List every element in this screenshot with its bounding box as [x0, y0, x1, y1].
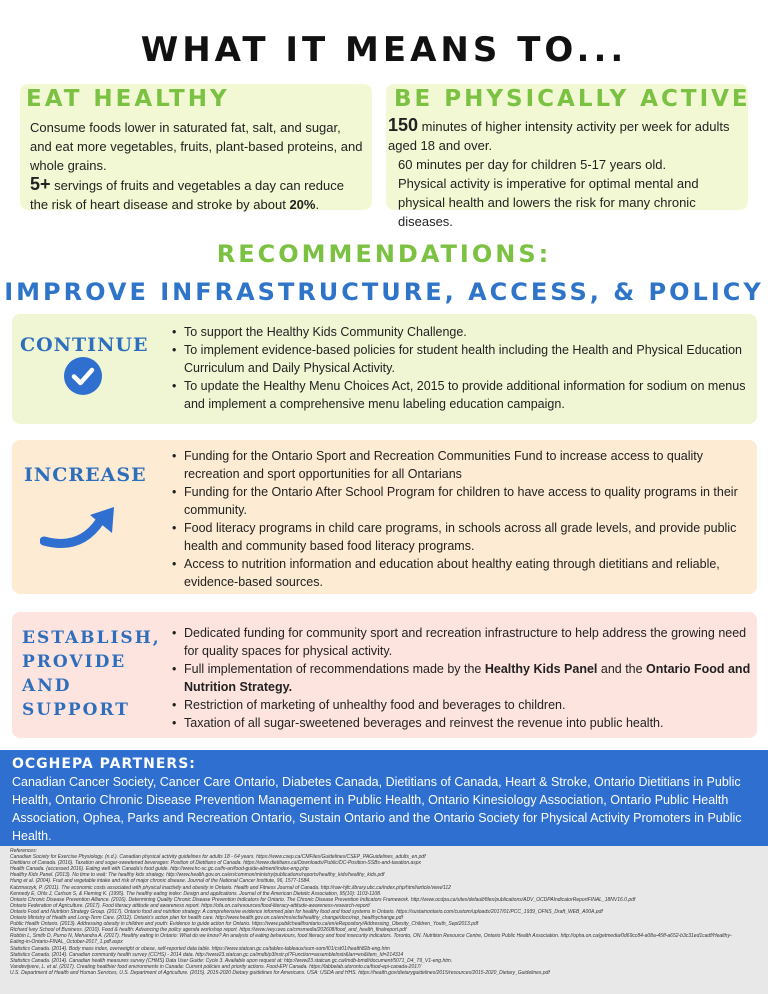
- partners-text: Canadian Cancer Society, Cancer Care Ontario, Diabetes Canada, Dietitians of Canada, Heart & Stroke, Ontario Dietitians in Public Health, Ontario Chronic Disease Prevention Management in Public Health, Ontario Kinesiology Association, Ontario Public Health Association, Ophea, Parks and Recreation Ontario, Sustain Ontario and the Ontario Society for Physical Activity Promoters in Public Health.: [12, 775, 742, 843]
- eat-healthy-text: [30, 118, 365, 214]
- reference-line: U.S. Department of Health and Human Services, U.S. Department of Agriculture. (2015). 2015-2020 Dietary guidelines for Americans. USA: USDA and HHS. https://health.gov/dietaryguidelines/2015/resources/2015-2020_Dietary_Guidelines.pdf: [10, 969, 550, 976]
- increase-list: [170, 447, 759, 591]
- eat-healthy-stat2: 20%: [289, 197, 316, 212]
- reference-line: Health Canada. (accessed 2016). Eating well with Canada's food guide. http://www.hc-sc.gc.ca/fn-an/food-guide-aliment/index-eng.php: [10, 866, 309, 873]
- reference-line: Ontario Ministry of Health and Long-Term Care. (2012). Ontario's action plan for health care. http://www.health.gov.on.ca/en/ms/ecfa/healthy_change/docs/rep_healthychange.pdf: [10, 915, 403, 922]
- reference-line: Statistics Canada. (2014). Canadian community health survey (CCHS) - 2014 data. http://www23.statcan.gc.ca/imdb/p3Instr.pl?Function=assembleInstr&lan=en&Item_Id=214314: [10, 951, 404, 958]
- establish-item2-mid: and the: [597, 662, 647, 676]
- list-item: • Funding for the Ontario Sport and Recreation Communities Fund to increase access to quality recreation and sport opportunities for all Ontarians: [184, 447, 759, 483]
- list-item: • Food literacy programs in child care programs, in schools across all grade levels, and provide public health and community based food literacy programs.: [184, 519, 759, 555]
- list-item: • To implement evidence-based policies for student health including the Health and Physical Education Curriculum and Daily Physical Activity.: [184, 341, 754, 377]
- establish-list: [170, 624, 759, 732]
- reference-line: Dietitians of Canada. (2016). Taxation and sugar-sweetened beverages: Position of Dietitians of Canada. https://www.dietitians.ca/Downloads/Public/DC-Position-SSBs-and-taxation.aspx: [10, 860, 422, 867]
- recommendations-heading: RECOMMENDATIONS:: [216, 240, 552, 268]
- establish-label-line: ESTABLISH,: [22, 628, 161, 648]
- establish-label-line: SUPPORT: [22, 700, 130, 720]
- reference-line: Robbin L, Smith D, Purno N, Mehandra A. (2017). Healthy eating in Ontario: What do we know? An analysis of eating behaviours, food literacy and food insecurity indicators. Toronto, ON. Nutrition Resource Centre, Ontario Public Health Association. http://opha.on.ca/getmedia/0d69cc84-a08a-45ff-a652-b3c31ed1cadf/Healthy-: [10, 933, 732, 940]
- active-text2: 60 minutes per day for children 5-17 years old.: [398, 157, 667, 172]
- curved-arrow-up-icon: [40, 505, 124, 551]
- reference-line: Public Health Ontario. (2013). Addressing obesity in children and youth: Evidence to guide action for Ontario. https://www.publichealthontario.ca/en/eRepository/Addressing_Obesity_Children_Youth_Sept2013.pdf: [10, 921, 479, 928]
- increase-label: INCREASE: [24, 464, 147, 486]
- reference-line: Kennedy E, Ohls J, Carlson S, & Fleming K. (1995). The healthy eating index: Design and applications. Journal of the American Dietetic Association, 95(10): 1103-1108.: [10, 890, 382, 897]
- active-text1: minutes of higher intensity activity per week for adults aged 18 and over.: [388, 119, 730, 153]
- establish-label-line: PROVIDE: [22, 652, 127, 672]
- partners-title: OCGHEPA PARTNERS:: [12, 756, 196, 772]
- reference-line: Ontario Federation of Agriculture. (2017). Food literacy attitude and awareness report. https://ofa.on.ca/resources/food-literacy-attitude-awareness-research-report/: [10, 902, 370, 909]
- reference-line: Katzmarzyk, P. (2011). The economic costs associated with physical inactivity and obesity in Ontario. Health and Fitness Journal of Canada. http://raw-hjfc.library.ubc.ca/index.php/html/article/view/112: [10, 884, 451, 891]
- establish-item2-pre: Full implementation of recommendations made by the: [184, 662, 485, 676]
- references-list: [10, 848, 760, 976]
- active-text: [388, 116, 743, 231]
- eat-healthy-text2-end: .: [315, 197, 320, 212]
- reference-line: Richard Ivey School of Business. (2010). Food & health: Advancing the policy agenda workshop report. https://www.ivey.uwo.ca/cmsmedia/202608/food_and_health_finalreport.pdf: [10, 927, 407, 934]
- eat-healthy-heading: EAT HEALTHY: [26, 86, 230, 112]
- reference-line: Hung et al. (2004). Fruit and vegetable intake and risk of major chronic disease. Journal of the National Cancer Institute, 96, 1577-1584.: [10, 878, 311, 885]
- continue-label: CONTINUE: [20, 334, 149, 356]
- eat-healthy-text1: Consume foods lower in saturated fat, salt, and sugar, and eat more vegetables, fruits, plant-based proteins, and whole grains.: [30, 120, 363, 173]
- active-text3: Physical activity is imperative for optimal mental and physical health and lowers the risk for many chronic diseases.: [398, 176, 699, 229]
- list-item: • Dedicated funding for community sport and recreation infrastructure to help address the growing need for quality spaces for physical activity.: [184, 624, 759, 660]
- ontario-food-strategy: Ontario Food and Nutrition Strategy.: [184, 662, 751, 694]
- list-item: [184, 660, 759, 696]
- reference-line: Statistics Canada. (2014). Canadian health measures survey (CHMS) Data User Guide: Cycle 3. Available upon request at: http://www23.statcan.gc.ca/imdb-bmdi/document/5071_D4_T9_V1-eng.htm.: [10, 957, 453, 964]
- active-heading: BE PHYSICALLY ACTIVE: [394, 86, 751, 112]
- list-item: • To update the Healthy Menu Choices Act, 2015 to provide additional information for sodium on menus and implement a comprehensive menu labeling education campaign.: [184, 377, 754, 413]
- reference-line: Healthy Kids Panel. (2013). No time to wait: The healthy kids strategy. http://www.health.gov.on.ca/en/common/ministry/publications/reports/healthy_kids/healthy_kids.pdf: [10, 872, 385, 879]
- page-title: WHAT IT MEANS TO...: [140, 30, 628, 70]
- recommendations-subheading: IMPROVE INFRASTRUCTURE, ACCESS, & POLICY: [4, 278, 764, 306]
- eat-healthy-stat: 5+: [30, 174, 51, 194]
- reference-line: Statistics Canada. (2014). Body mass index, overweight or obese, self-reported data table. https://www.statcan.gc.ca/tables-tableaux/sum-som/l01/cst01/health82b-eng.htm: [10, 945, 390, 952]
- reference-line: Canadian Society for Exercise Physiology. (n.d.). Canadian physical activity guidelines for adults 18 - 64 years. https://www.csep.ca/CMFiles/Guidelines/CSEP_PAGuidelines_adults_en.pdf: [10, 854, 426, 861]
- references-title: References:: [10, 848, 37, 854]
- list-item: • Taxation of all sugar-sweetened beverages and reinvest the revenue into public health.: [184, 714, 759, 732]
- continue-list: [170, 323, 754, 413]
- list-item: • To support the Healthy Kids Community Challenge.: [184, 323, 754, 341]
- healthy-kids-panel: Healthy Kids Panel: [484, 662, 598, 676]
- establish-label: [22, 626, 161, 722]
- list-item: • Restriction of marketing of unhealthy food and beverages to children.: [184, 696, 759, 714]
- check-circle-icon: [63, 356, 103, 396]
- reference-line: Eating-in-Ontario-FINAL_October-2017_1.pdf.aspx: [10, 939, 123, 946]
- establish-label-line: AND: [22, 676, 72, 696]
- list-item: • Access to nutrition information and education about healthy eating through dietitians and reliable, evidence-based sources.: [184, 555, 759, 591]
- list-item: • Funding for the Ontario After School Program for children to have access to quality programs in their community.: [184, 483, 759, 519]
- active-stat: 150: [388, 115, 419, 135]
- reference-line: Vandevijvere, L. et al. (2017). Creating healthier food environments in Canada: Current policies and priority actions. Food-EPI Canada. https://labbelab.utoronto.ca/food-epi-canada-2017/: [10, 963, 422, 970]
- reference-line: Ontario Chronic Disease Prevention Alliance. (2016). Determining Quality Chronic Disease Prevention Indicators for Ontario. The Chronic Disease Prevention Indicators Framework. http://www.ocdpa.ca/sites/default/files/publications/ADV_OCDPAIndicatorReportFINAL_18NV16.0.pdf: [10, 896, 636, 903]
- reference-line: Ontario Food and Nutrition Strategy Group. (2017). Ontario food and nutrition strategy: A comprehensive evidence informed plan for healthy food and food systems in Ontario. https://sustainontario.com/custom/uploads/2017/01/PCC_1939_OFNS_Draft_WEB_A00A.pdf: [10, 908, 603, 915]
- eat-healthy-text2: servings of fruits and vegetables a day can reduce the risk of heart disease and stroke by about: [30, 178, 344, 212]
